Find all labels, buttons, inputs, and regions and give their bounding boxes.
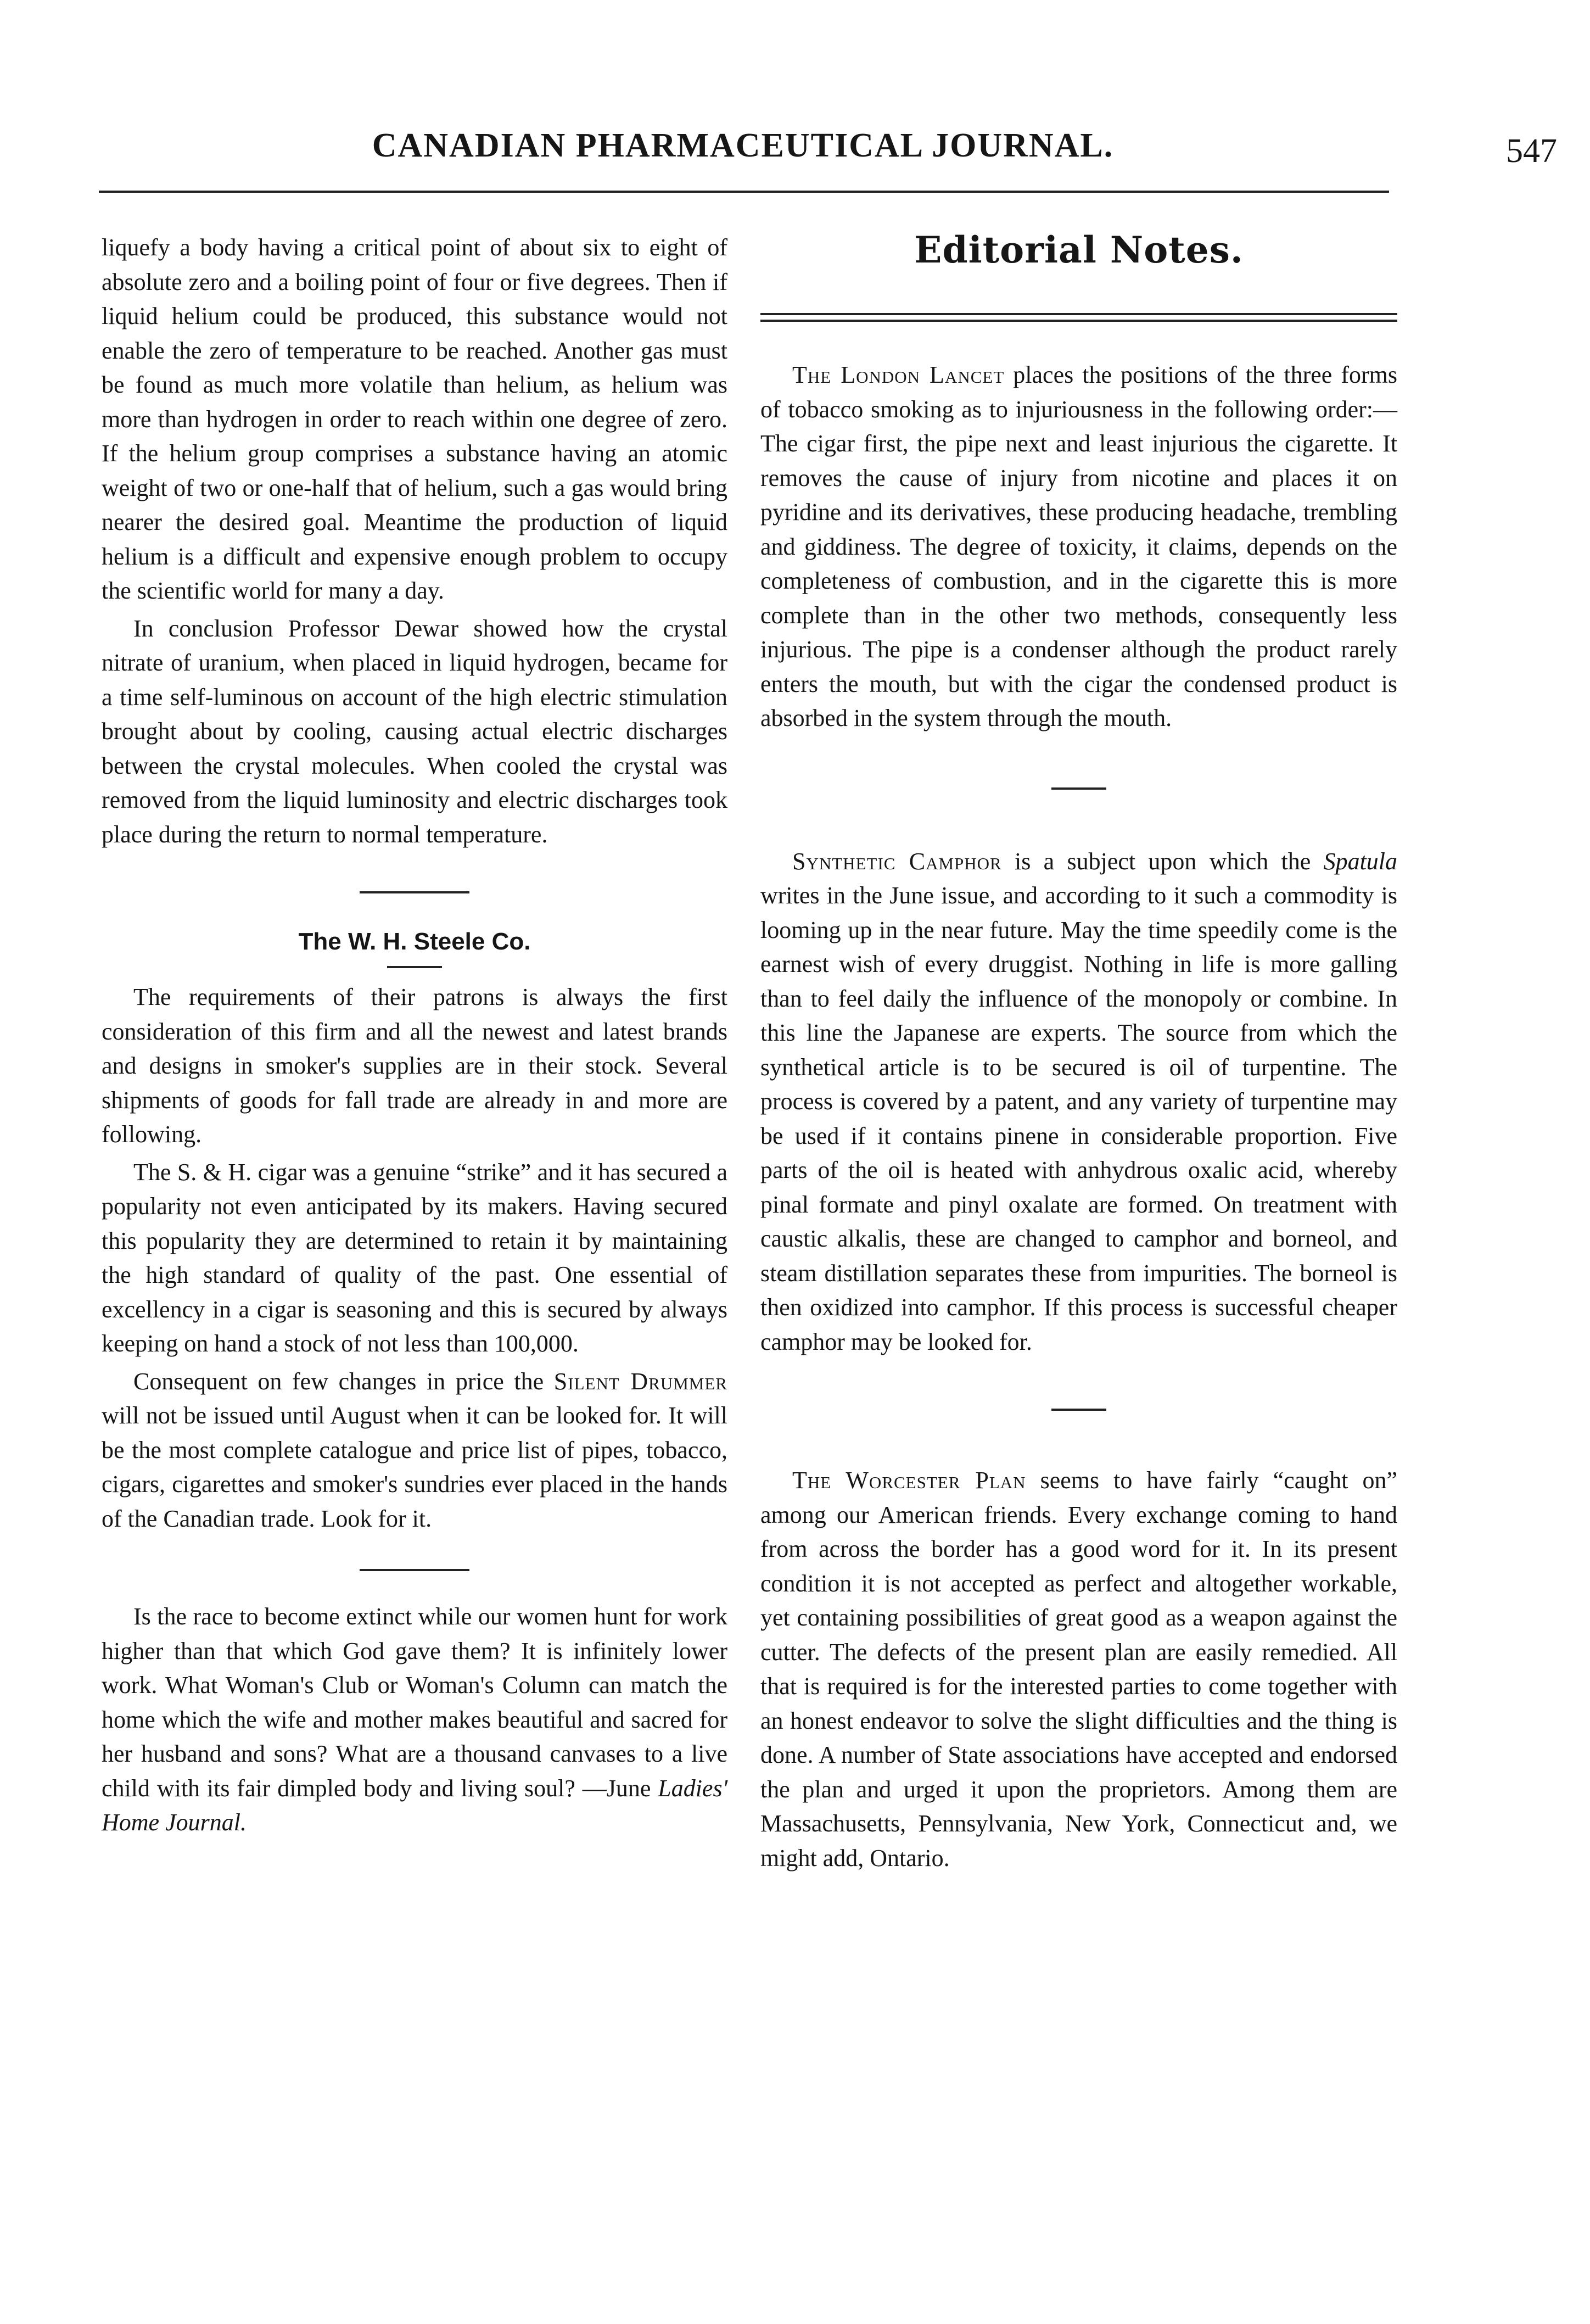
journal-title: CANADIAN PHARMACEUTICAL JOURNAL. xyxy=(372,127,1114,164)
heading-underline xyxy=(387,966,442,968)
steele-p3-rest: will not be issued until August when it can be looked for. It will be the most complete catalogue and price list of pipes, tobacco, cigars, cigarettes and smoker's sundries ever placed in the hands of the Canadian trade. Look for it. xyxy=(102,1402,727,1532)
header-rule xyxy=(99,191,1389,193)
page-header xyxy=(104,124,1557,184)
section-divider xyxy=(1051,787,1106,790)
section-divider xyxy=(1051,1409,1106,1411)
lancet-lead: The London Lancet xyxy=(792,361,1005,388)
race-source: Ladies' Home Journal. xyxy=(102,1774,727,1836)
race-text: Is the race to become extinct while our women hunt for work higher than that which God gave them? It is infinitely lower work. What Woman's Club or Woman's Column can match the home which the wife and mother makes beautiful and sacred for her husband and sons? What are a thousand canvases to a live child with its fair dimpled body and living soul? —June xyxy=(102,1603,727,1802)
camphor-paragraph xyxy=(760,845,1397,1360)
right-column xyxy=(760,225,1397,1875)
steele-heading: The W. H. Steele Co. xyxy=(298,928,531,955)
camphor-lead: Synthetic Camphor xyxy=(792,847,1002,875)
section-divider xyxy=(360,1569,469,1571)
dewar-conclusion-paragraph: In conclusion Professor Dewar showed how the crystal nitrate of uranium, when placed in liquid hydrogen, became for a time self-luminous on account of the high electric stimulation brought about by cooling, causing actual electric discharges between the crystal molecules. When cooled the crystal was removed from the liquid luminosity and electric discharges took place during the return to normal temperature. xyxy=(102,614,727,848)
section-divider xyxy=(360,891,469,893)
worcester-text: seems to have fairly “caught on” among our American friends. Every exchange coming to hand from across the border has a good word for it. In its present condition it is not accepted as perfect and altogether workable, yet containing possibilities of great good as a weapon against the cutter. The defects of the present plan are easily remedied. All that is required is for the interested parties to come together with an honest endeavor to solve the slight difficulties and the thing is done. A number of State associations have accepted and endorsed the plan and urged it upon the proprietors. Among them are Massachusetts, Pennsylvania, New York, Connecticut and, we might add, Ontario. xyxy=(760,1467,1397,1872)
worcester-paragraph xyxy=(760,1463,1397,1875)
worcester-lead: The Worcester Plan xyxy=(792,1467,1026,1494)
steele-paragraph-2: The S. & H. cigar was a genuine “strike” and it has secured a popularity not even anticipated by its makers. Having secured this popularity they are determined to retain it by maintaining the high standard of quality of the past. One essential of excellency in a cigar is seasoning and this is secured by always keeping on hand a stock of not less than 100,000. xyxy=(102,1158,727,1357)
lancet-paragraph xyxy=(760,358,1397,736)
left-column xyxy=(102,231,727,1840)
spatula-source: Spatula xyxy=(1323,847,1398,875)
race-paragraph xyxy=(102,1600,727,1840)
steele-paragraph-1: The requirements of their patrons is always the first consideration of this firm and all the newest and latest brands and designs in smoker's supplies are in their stock. Several shipments of goods for fall trade are already in and more are following. xyxy=(102,984,727,1148)
steele-p3-lead: Consequent on few changes in price the xyxy=(133,1367,554,1395)
silent-drummer-name: Silent Drummer xyxy=(553,1367,727,1395)
lancet-text: places the positions of the three forms of tobacco smoking as to injuriousness in the following order:—The cigar first, the pipe next and least injurious the cigarette. It removes the cause of injury from nicotine and places it on pyridine and its derivatives, these producing headache, trembling and giddiness. The degree of toxicity, it claims, depends on the completeness of combustion, and in the cigarette this is more complete than in the other two methods, consequently less injurious. The pipe is a condenser although the product rarely enters the mouth, but with the cigar the condensed product is absorbed in the system through the mouth. xyxy=(760,361,1398,731)
camphor-intro: is a subject upon which the xyxy=(1001,847,1324,875)
camphor-text: writes in the June issue, and according to it such a commodity is looming up in the near future. May the time speedily come is the earnest wish of every druggist. Nothing in life is more galling than to feel daily the influence of the monopoly or combine. In this line the Japanese are experts. The source from which the synthetical article is to be secured is oil of turpentine. The process is covered by a patent, and any variety of turpentine may be used if it contains pinene in considerable proportion. Five parts of the oil is heated with anhydrous oxalic acid, whereby pinal formate and pinyl oxalate are formed. On treatment with caustic alkalis, these are changed to camphor and borneol, and steam distillation separates these from impurities. The borneol is then oxidized into camphor. If this process is successful cheaper camphor may be looked for. xyxy=(760,882,1397,1355)
page-number: 547 xyxy=(1506,132,1557,170)
editorial-notes-heading: Editorial Notes. xyxy=(914,228,1244,271)
heading-double-rule xyxy=(760,313,1397,322)
dewar-continuation-paragraph: liquefy a body having a critical point of about six to eight of absolute zero and a boiling point of four or five degrees. Then if liquid helium could be produced, this substance would not enable the zero of temperature to be reached. Another gas must be found as much more volatile than helium, as helium was more than hydrogen in order to reach within one degree of zero. If the helium group comprises a substance having an atomic weight of two or one-half that of helium, such a gas would bring nearer the desired goal. Meantime the production of liquid helium is a difficult and expensive enough problem to occupy the scientific world for many a day. xyxy=(102,234,727,604)
steele-paragraph-3 xyxy=(102,1365,727,1537)
